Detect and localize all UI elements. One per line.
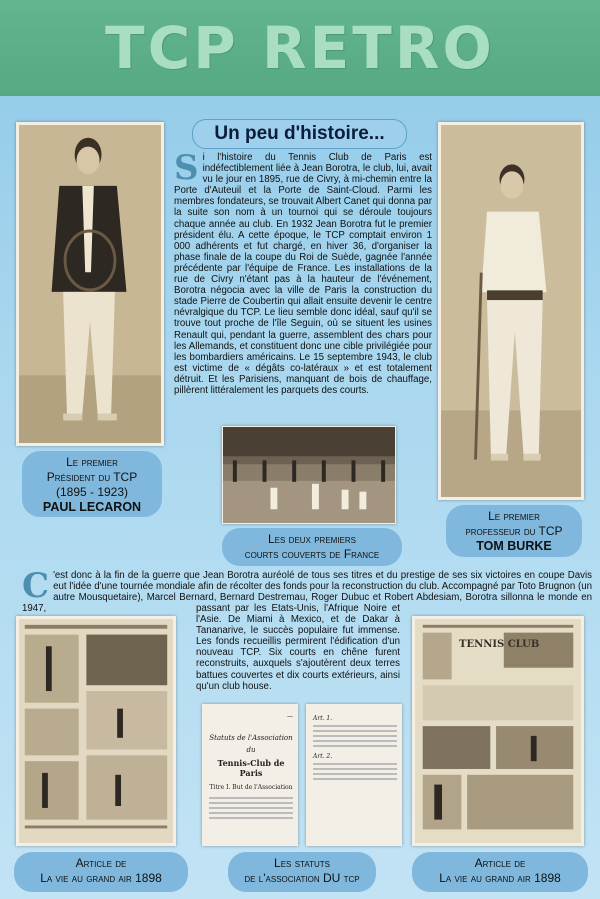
document-statuts-left: — Statuts de l'Association du Tennis-Club de Paris Titre I. But de l'Association [202,704,298,846]
caption-article-left-line2: La vie au grand air 1898 [40,871,162,885]
dropcap-s: S [174,148,199,188]
caption-courts-line1: Les deux premiers [267,532,357,546]
dropcap-c: C [22,566,50,606]
history-heading: Un peu d'histoire... [192,119,407,149]
statuts-left-line1: Statuts de l'Association [209,734,293,742]
caption-article-right [412,852,588,892]
caption-statuts [228,852,376,892]
statuts-left-line4: Titre I. But de l'Association [209,784,293,791]
caption-article-right-line1: Article de [474,856,526,870]
statuts-right-line1: Art. 1. [313,715,333,722]
caption-courts-line2: courts couverts de France [244,547,380,561]
statuts-left-line3: Tennis-Club de Paris [217,758,285,778]
caption-president-line2: Président du TCP [46,470,138,484]
statuts-right-line2: Art. 2. [313,753,333,760]
caption-professor [446,505,582,557]
history-paragraph-1 [174,148,432,422]
photo-covered-courts [222,426,396,524]
document-article-right-layout [415,619,581,843]
caption-article-right-line2: La vie au grand air 1898 [439,871,561,885]
statuts-left-line2: du [246,746,256,754]
caption-statuts-line1: Les statuts [274,856,330,870]
caption-statuts-line2: de l'association DU tcp [244,871,360,885]
history-paragraph-2-text: 'est donc à la fin de la guerre que Jean Borotra auréolé de tous ses titres et du prestige de ses six victoires en coupe Davis eut l'idée d'une tournée mondiale afin de récolter des fonds pour la reconstruction du club. Accompagné par Toto Brugnon (un autre Mousquetaire), Marcel Bernard, Bernard Destremau, Roger Dubuc et Robert Abdesiam, Borotra sillonna le monde en 1947, [22,570,592,615]
caption-professor-line1: Le premier [488,509,540,523]
document-statuts-right [306,704,402,846]
caption-president-name: PAUL LECARON [42,500,142,514]
caption-professor-name: TOM BURKE [476,539,552,553]
photo-paul-lecaron [16,122,164,446]
photo-paul-lecaron-figure [19,125,161,443]
caption-article-left [14,852,188,892]
history-paragraph-3: passant par les Etats-Unis, l'Afrique Noire et l'Asie. De Miami à Mexico, et de Dakar à Tananarive, le succès populaire fut immense. Les fonds recueillis permirent l'édification d'un nouveau TCP. Six courts en chêne furent reconstruits, auxquels s'ajoutèrent deux terres battues couvertes et dix courts extérieurs, ainsi qu'un club house. [196,603,400,692]
caption-president [22,451,162,517]
caption-professor-line2: professeur du TCP [465,524,563,538]
caption-president-line1: Le premier [66,455,118,469]
photo-tom-burke-figure [441,125,581,497]
history-paragraph-1-text: i l'histoire du Tennis Club de Paris est indéfectiblement liée à Jean Borotra, le club, lui, avait vu le jour en 1895, rue de Civry, à mi-chemin entre la Porte d'Auteuil et la Porte de Saint-Cloud. Parmi les membres fondateurs, se trouvait Albert Canet qui donna par la suite son nom à un tournoi qui se déroule toujours chaque année au club. En 1932 Jean Borotra fut le premier président élu. A cette époque, le TCP comptait environ 1 000 adhérents et fut chargé, en hiver 36, d'organiser la phase finale de la coupe du Roi de Suède, gagnée l'année précédente par l'équipe de France. Les installations de la rue de Civry n'étant pas à la hauteur de l'événement, Borotra négocia avec la ville de Paris la construction du stade Pierre de Coubertin qui allait ensuite devenir le centre névralgique du TCP. Le lieu semble donc idéal, sauf qu'il se trouve tout proche de l'île Seguin, où se situent les usines Renault qui, pendant la guerre, assemblent des chars pour les Allemands, et constituent donc une cible privilégiée pour les bombardiers américains. Le 15 septembre 1943, le club est victime de « dégâts co-latéraux » et est totalement détruit. Et les Parisiens, manquant de bois de chauffage, pillèrent littéralement les parquets des courts. [174,152,432,396]
caption-article-left-line1: Article de [75,856,127,870]
document-article-left [16,616,176,846]
document-article-left-layout [19,619,173,843]
header-banner [0,0,600,96]
caption-courts [222,528,402,566]
photo-covered-courts-scene [223,427,395,523]
poster-title: TCP RETRO [105,14,495,82]
article-right-masthead: TENNIS CLUB [459,639,540,650]
photo-tom-burke [438,122,584,500]
caption-president-line3: (1895 - 1923) [55,485,129,499]
document-article-right [412,616,584,846]
